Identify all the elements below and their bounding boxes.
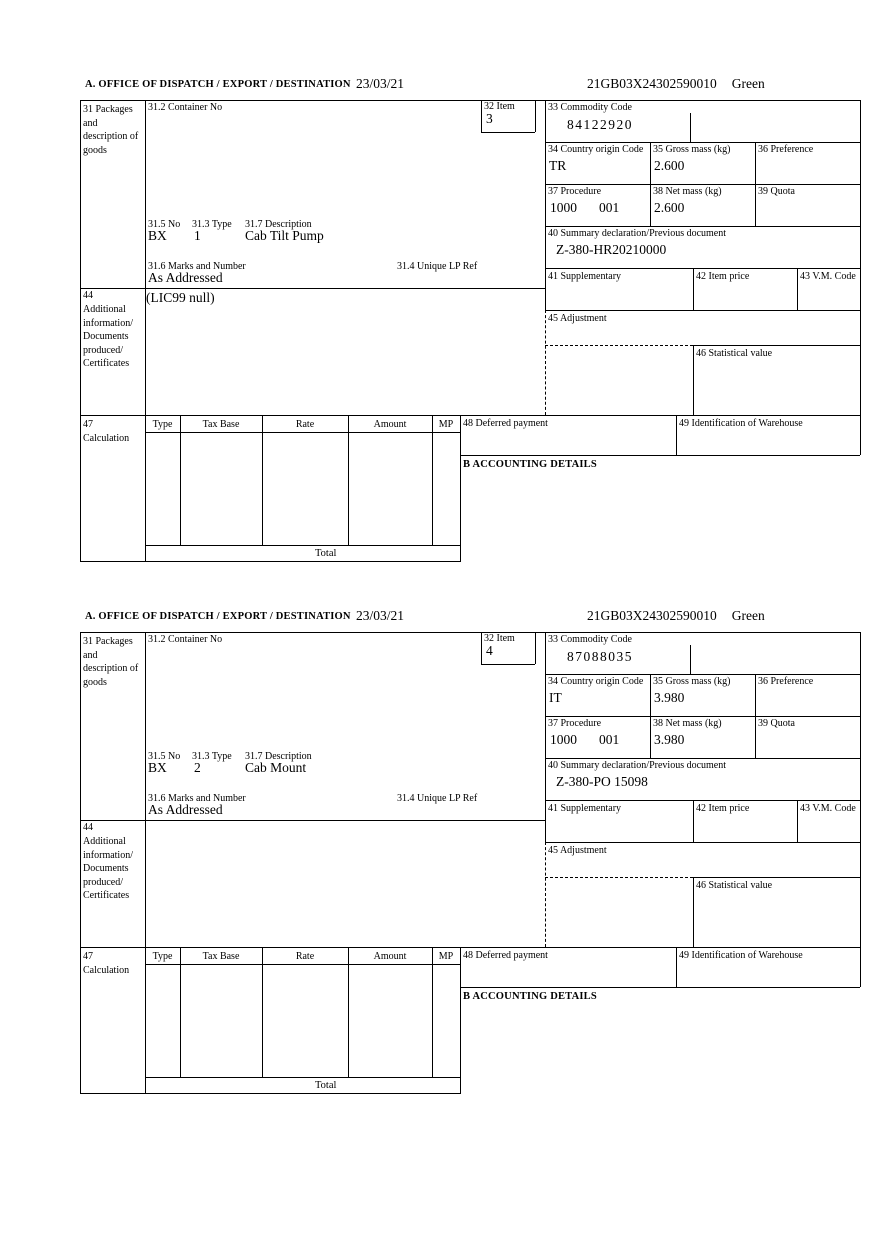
box37-label: 37 Procedure (548, 186, 602, 197)
box31-6-label: 31.6 Marks and Number (148, 793, 246, 804)
box48-label: 48 Deferred payment (463, 950, 548, 961)
procedure-extra-code: 001 (599, 732, 620, 747)
box43-label: 43 V.M. Code (800, 803, 856, 814)
mrn-value: 21GB03X24302590010 (587, 608, 717, 623)
previous-document: Z-380-HR20210000 (556, 242, 667, 257)
form-rule-line (545, 184, 860, 185)
form-rule-line (460, 455, 860, 456)
box33-label: 33 Commodity Code (548, 102, 632, 113)
form-rule-line (262, 947, 263, 1077)
form-rule-line (545, 842, 546, 947)
calc-col-rate: Rate (295, 951, 315, 962)
previous-document: Z-380-PO 15098 (556, 774, 648, 789)
box44-label: Additional information/ Documents produced/ Certificates (83, 836, 133, 901)
box34-label: 34 Country origin Code (548, 144, 644, 155)
box42-label: 42 Item price (696, 803, 750, 814)
country-origin-code: IT (549, 690, 562, 705)
form-rule-line (145, 545, 460, 546)
declaration-section-item-3 (80, 70, 861, 565)
box40-label: 40 Summary declaration/Previous document (548, 228, 727, 239)
form-rule-line (145, 632, 146, 1093)
box36-label: 36 Preference (758, 144, 814, 155)
form-rule-line (693, 345, 694, 415)
additional-information: (LIC99 null) (146, 290, 215, 305)
box32-label: 32 Item (484, 101, 515, 112)
calc-col-tax-base: Tax Base (202, 419, 240, 430)
box45-label: 45 Adjustment (548, 313, 607, 324)
package-type: 1 (194, 228, 201, 243)
form-rule-line (693, 877, 860, 878)
goods-description: Cab Tilt Pump (245, 228, 324, 243)
acceptance-date: 23/03/21 (356, 608, 405, 623)
office-of-dispatch-heading: A. OFFICE OF DISPATCH / EXPORT / DESTINATION (85, 611, 351, 622)
form-rule-line (545, 716, 860, 717)
form-rule-line (80, 820, 545, 821)
calc-col-amount: Amount (373, 951, 407, 962)
box40-label: 40 Summary declaration/Previous document (548, 760, 727, 771)
box31-7-label: 31.7 Description (245, 219, 312, 230)
box44-label: Additional information/ Documents produced/ Certificates (83, 304, 133, 369)
box31-4-label: 31.4 Unique LP Ref (397, 261, 478, 272)
form-rule-line (348, 947, 349, 1077)
form-rule-line (797, 800, 798, 842)
box44-number: 44 (83, 822, 93, 833)
form-rule-line (80, 561, 461, 562)
form-rule-line (262, 415, 263, 545)
form-rule-line (145, 1077, 460, 1078)
commodity-code: 87088035 (567, 649, 633, 664)
form-rule-line (860, 632, 861, 987)
declaration-section-item-4 (80, 602, 861, 1097)
form-rule-line (481, 664, 535, 665)
form-rule-line (80, 1093, 461, 1094)
form-rule-line (545, 100, 546, 310)
marks-and-numbers: As Addressed (148, 270, 223, 285)
calc-col-tax-base: Tax Base (202, 951, 240, 962)
box46-label: 46 Statistical value (696, 880, 773, 891)
form-rule-line (180, 947, 181, 1077)
commodity-code: 84122920 (567, 117, 633, 132)
form-rule-line (545, 268, 860, 269)
calc-col-mp: MP (438, 951, 454, 962)
form-rule-line (460, 415, 461, 561)
form-rule-line (432, 415, 433, 545)
form-rule-line (693, 877, 694, 947)
form-rule-line (545, 310, 546, 415)
procedure-code: 1000 (550, 732, 577, 747)
box35-label: 35 Gross mass (kg) (653, 676, 731, 687)
calc-col-mp: MP (438, 419, 454, 430)
form-rule-line (545, 632, 546, 842)
net-mass: 2.600 (654, 200, 685, 215)
form-rule-line (545, 842, 860, 843)
form-rule-line (545, 877, 693, 878)
form-rule-line (545, 674, 860, 675)
mrn-value: 21GB03X24302590010 (587, 76, 717, 91)
package-type: 2 (194, 760, 201, 775)
routing-status: Green (731, 608, 765, 623)
box39-label: 39 Quota (758, 186, 795, 197)
form-rule-line (481, 100, 482, 132)
form-rule-line (545, 310, 860, 311)
calc-col-amount: Amount (373, 419, 407, 430)
box38-label: 38 Net mass (kg) (653, 718, 722, 729)
gross-mass: 2.600 (654, 158, 685, 173)
total-label: Total (315, 1080, 337, 1091)
box31-2-label: 31.2 Container No (148, 634, 223, 645)
form-rule-line (80, 100, 81, 561)
form-rule-line (545, 800, 860, 801)
box34-label: 34 Country origin Code (548, 676, 644, 687)
declaration-reference (587, 76, 765, 92)
box31-4-label: 31.4 Unique LP Ref (397, 793, 478, 804)
box31-6-label: 31.6 Marks and Number (148, 261, 246, 272)
form-rule-line (80, 632, 861, 633)
form-rule-line (80, 632, 81, 1093)
box31-3-label: 31.3 Type (192, 219, 232, 230)
box31-3-label: 31.3 Type (192, 751, 232, 762)
item-number: 4 (486, 643, 493, 658)
form-rule-line (460, 947, 461, 1093)
form-rule-line (460, 987, 860, 988)
form-rule-line (180, 415, 181, 545)
form-rule-line (545, 142, 860, 143)
box31-5-label: 31.5 No (148, 751, 181, 762)
box39-label: 39 Quota (758, 718, 795, 729)
box35-label: 35 Gross mass (kg) (653, 144, 731, 155)
form-rule-line (145, 964, 460, 965)
net-mass: 3.980 (654, 732, 685, 747)
form-rule-line (145, 100, 146, 561)
box41-label: 41 Supplementary (548, 271, 622, 282)
goods-description: Cab Mount (245, 760, 307, 775)
form-rule-line (80, 947, 861, 948)
form-rule-line (693, 800, 694, 842)
box47-label: 47 Calculation (83, 419, 130, 444)
box43-label: 43 V.M. Code (800, 271, 856, 282)
calc-col-type: Type (152, 419, 173, 430)
form-rule-line (80, 288, 545, 289)
form-rule-line (481, 632, 482, 664)
form-rule-line (693, 268, 694, 310)
box31-7-label: 31.7 Description (245, 751, 312, 762)
item-number: 3 (486, 111, 493, 126)
form-rule-line (432, 947, 433, 1077)
acceptance-date: 23/03/21 (356, 76, 405, 91)
box31-label: 31 Packages and description of goods (83, 636, 139, 688)
form-rule-line (145, 432, 460, 433)
box36-label: 36 Preference (758, 676, 814, 687)
marks-and-numbers: As Addressed (148, 802, 223, 817)
gross-mass: 3.980 (654, 690, 685, 705)
box31-5-label: 31.5 No (148, 219, 181, 230)
form-rule-line (481, 132, 535, 133)
box31-2-label: 31.2 Container No (148, 102, 223, 113)
accounting-details-heading: B ACCOUNTING DETAILS (463, 991, 597, 1002)
form-rule-line (676, 947, 677, 987)
form-rule-line (693, 345, 860, 346)
box45-label: 45 Adjustment (548, 845, 607, 856)
form-rule-line (348, 415, 349, 545)
package-count: BX (148, 228, 167, 243)
accounting-details-heading: B ACCOUNTING DETAILS (463, 459, 597, 470)
box49-label: 49 Identification of Warehouse (679, 950, 803, 961)
form-rule-line (860, 100, 861, 455)
routing-status: Green (731, 76, 765, 91)
declaration-reference (587, 608, 765, 624)
box32-label: 32 Item (484, 633, 515, 644)
box48-label: 48 Deferred payment (463, 418, 548, 429)
form-rule-line (545, 345, 693, 346)
form-rule-line (676, 415, 677, 455)
box41-label: 41 Supplementary (548, 803, 622, 814)
box42-label: 42 Item price (696, 271, 750, 282)
form-rule-line (535, 100, 536, 132)
box31-label: 31 Packages and description of goods (83, 104, 139, 156)
form-rule-line (690, 113, 691, 142)
box49-label: 49 Identification of Warehouse (679, 418, 803, 429)
form-rule-line (545, 758, 860, 759)
form-rule-line (690, 645, 691, 674)
box47-label: 47 Calculation (83, 951, 130, 976)
box44-number: 44 (83, 290, 93, 301)
form-rule-line (80, 100, 861, 101)
form-rule-line (80, 415, 861, 416)
calc-col-rate: Rate (295, 419, 315, 430)
office-of-dispatch-heading: A. OFFICE OF DISPATCH / EXPORT / DESTINATION (85, 79, 351, 90)
box46-label: 46 Statistical value (696, 348, 773, 359)
calc-col-type: Type (152, 951, 173, 962)
procedure-extra-code: 001 (599, 200, 620, 215)
procedure-code: 1000 (550, 200, 577, 215)
package-count: BX (148, 760, 167, 775)
form-rule-line (545, 226, 860, 227)
form-rule-line (797, 268, 798, 310)
box37-label: 37 Procedure (548, 718, 602, 729)
country-origin-code: TR (549, 158, 567, 173)
form-rule-line (535, 632, 536, 664)
total-label: Total (315, 548, 337, 559)
box33-label: 33 Commodity Code (548, 634, 632, 645)
box38-label: 38 Net mass (kg) (653, 186, 722, 197)
